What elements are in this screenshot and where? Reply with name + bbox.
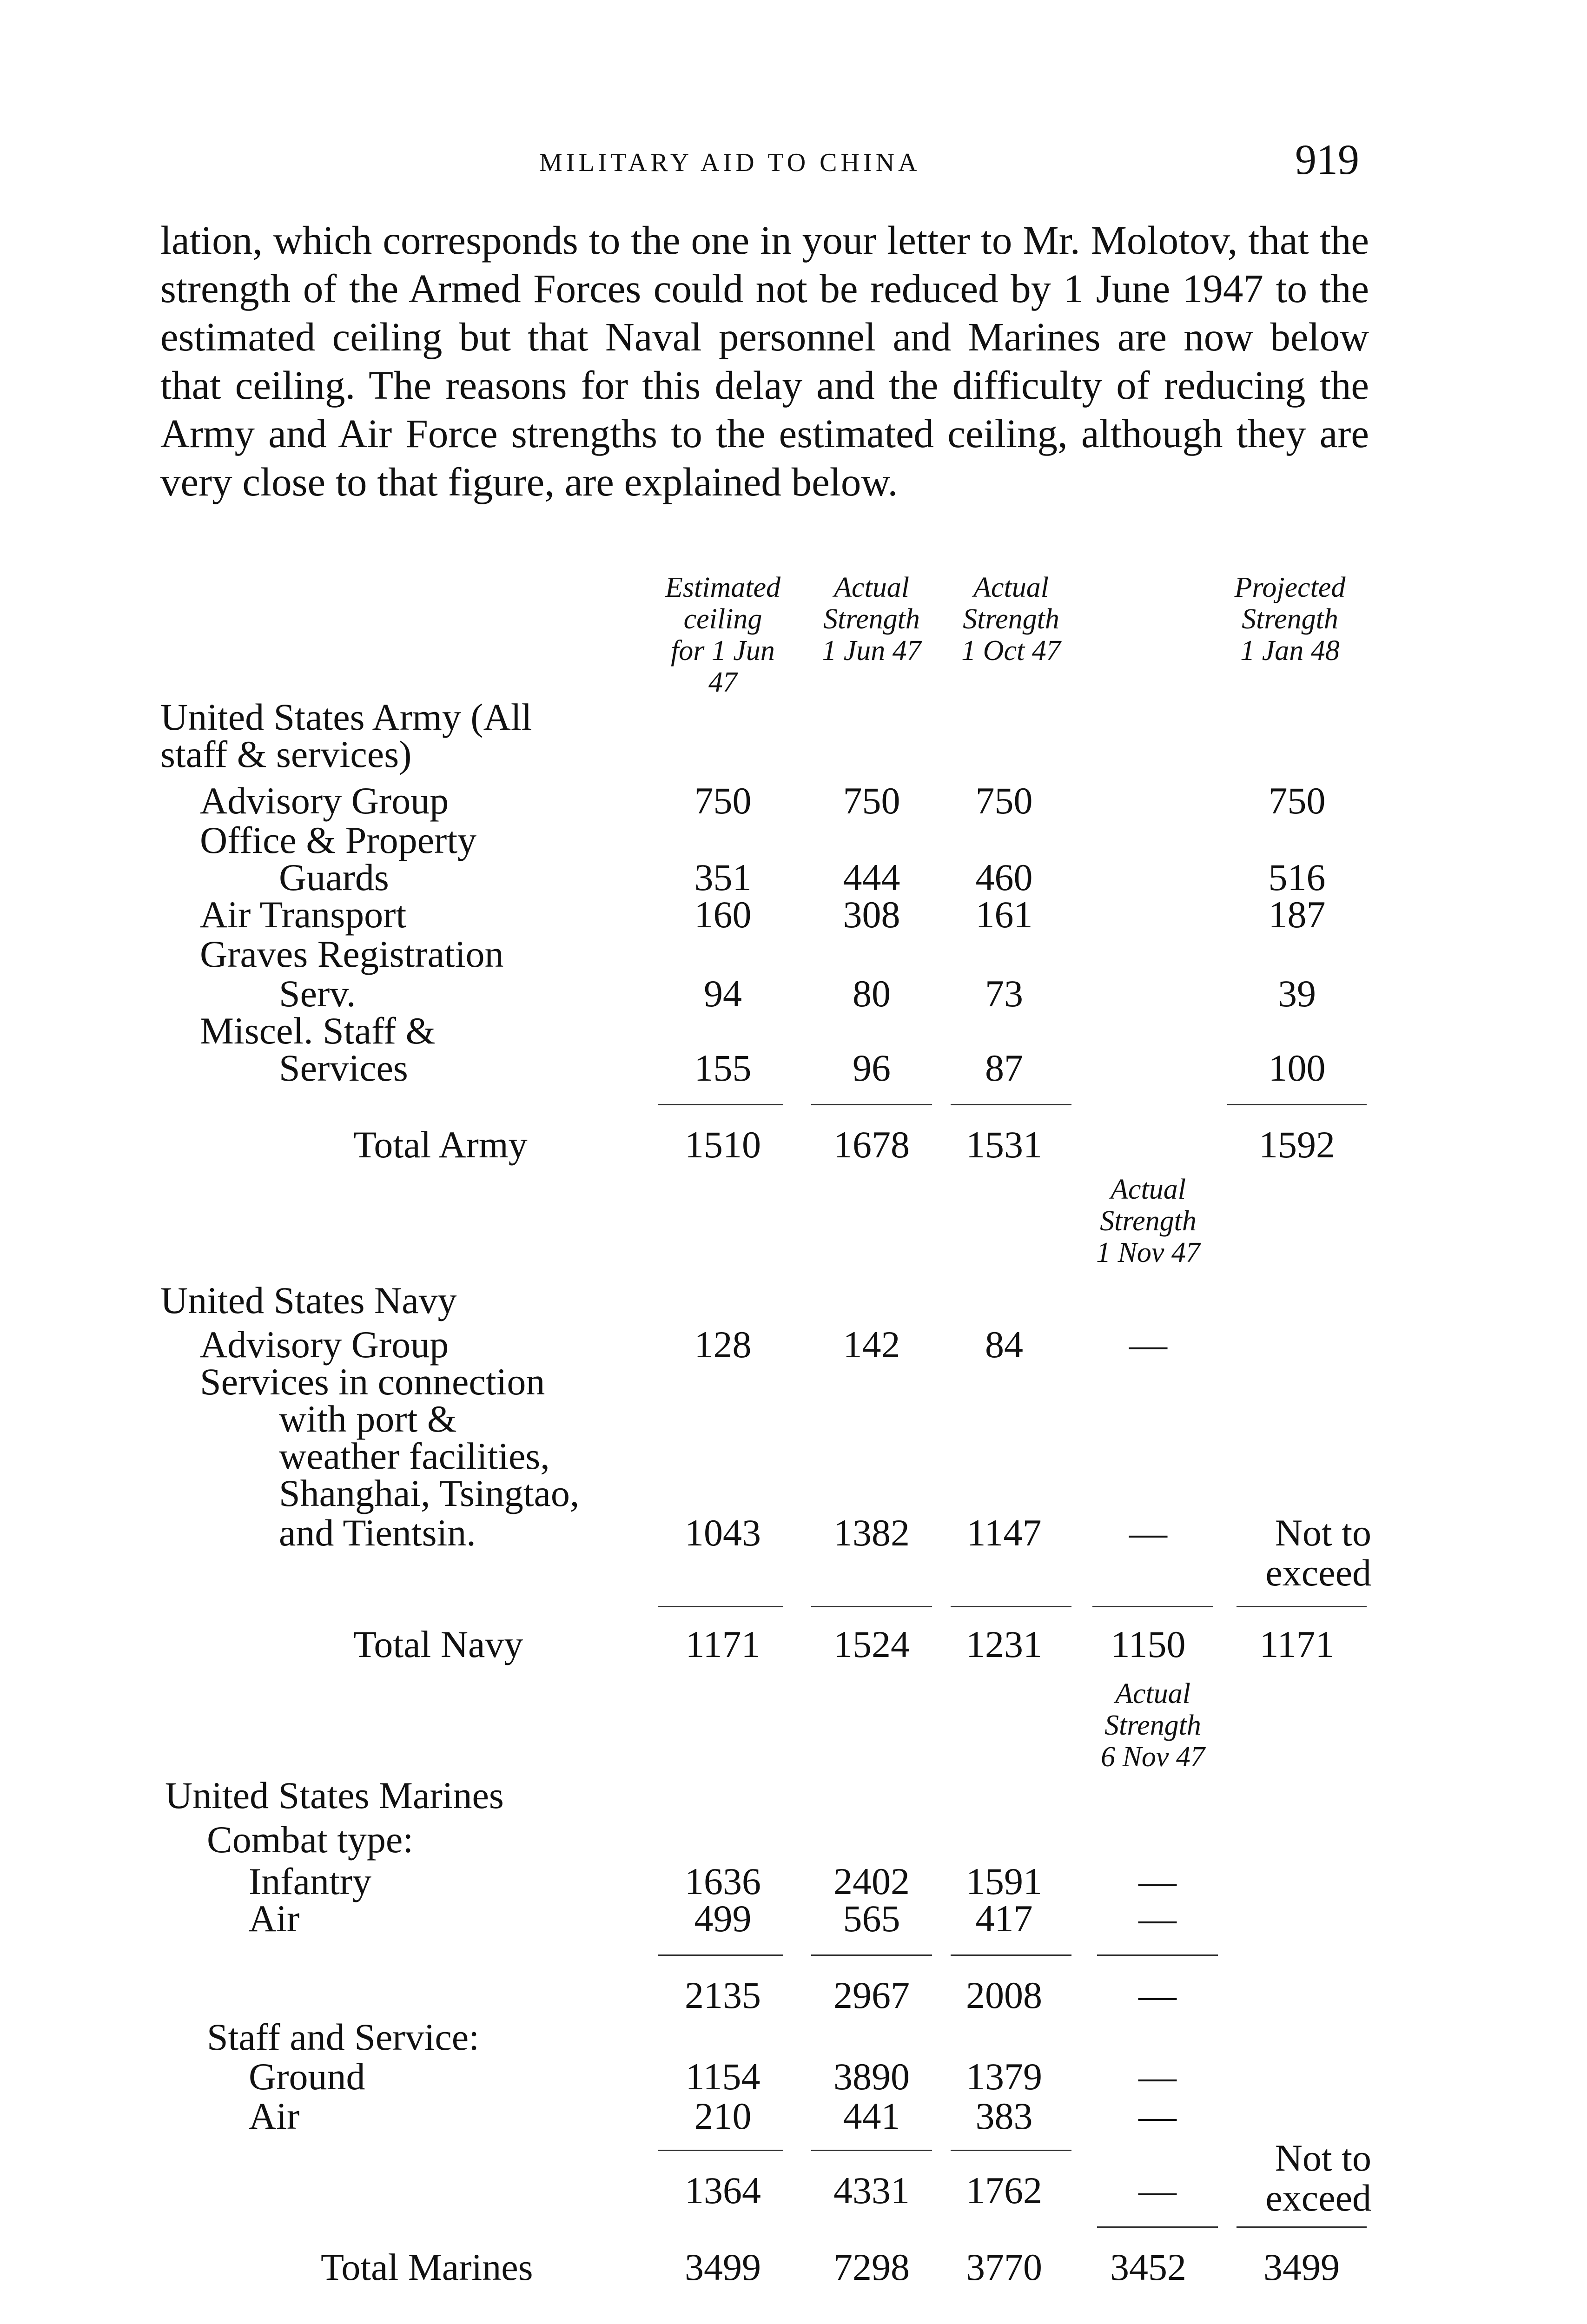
army-graves-proj: 39 [1278, 972, 1316, 1015]
army-office-label: Guards [279, 856, 389, 898]
army-miscel-label: Services [279, 1047, 408, 1089]
army-advisory-label: Advisory Group [200, 779, 449, 822]
navy-total-jun: 1524 [833, 1623, 910, 1665]
marines-staff-air-oct: 383 [975, 2095, 1033, 2137]
navy-advisory-est: 128 [694, 1323, 752, 1366]
marines-combat-air-est: 499 [694, 1897, 752, 1940]
marines-ground-est: 1154 [685, 2055, 760, 2098]
army-airtransport-proj: 187 [1268, 893, 1326, 936]
marines-staff-rule-oct [951, 2150, 1071, 2151]
marines-combat-rule-oct [951, 1954, 1071, 1956]
army-rule-proj [1227, 1104, 1367, 1105]
marines-combat-subtotal-oct: 2008 [966, 1974, 1042, 2016]
marines-staff-rule-jun [811, 2150, 932, 2151]
army-graves-oct: 73 [985, 972, 1023, 1015]
army-total-proj: 1592 [1259, 1123, 1335, 1166]
army-office-oct: 460 [975, 856, 1033, 898]
header-estimated-ceiling: Estimated ceiling for 1 Jun 47 [665, 572, 780, 698]
navy-total-proj: 1171 [1259, 1623, 1335, 1665]
header-actual-1jun47: Actual Strength 1 Jun 47 [822, 572, 921, 667]
header-actual-1oct47: Actual Strength 1 Oct 47 [961, 572, 1061, 667]
marines-staff-subtotal-oct: 1762 [966, 2169, 1042, 2212]
marines-ground-jun: 3890 [833, 2055, 910, 2098]
marines-total-oct: 3770 [966, 2246, 1042, 2288]
marines-combat-air-jun: 565 [843, 1897, 900, 1940]
marines-staff-rule-est [658, 2150, 783, 2151]
army-rule-est [658, 1104, 783, 1105]
army-miscel-est: 155 [694, 1047, 752, 1089]
navy-advisory-jun: 142 [843, 1323, 900, 1366]
army-total-label: Total Army [353, 1123, 528, 1166]
navy-services-label-line2: with port & [279, 1398, 457, 1440]
navy-total-oct: 1231 [966, 1623, 1042, 1665]
marines-ground-oct: 1379 [966, 2055, 1042, 2098]
marines-combat-rule-est [658, 1954, 783, 1956]
marines-staff-proj-note: Not to exceed [1265, 2137, 1371, 2219]
header-actual-1nov47: Actual Strength 1 Nov 47 [1096, 1174, 1200, 1268]
marines-staff-air-nov: — [1138, 2095, 1177, 2137]
header-actual-6nov47: Actual Strength 6 Nov 47 [1101, 1678, 1205, 1773]
navy-total-est: 1171 [685, 1623, 760, 1665]
marines-staff-subtotal-jun: 4331 [833, 2169, 910, 2212]
marines-staff-title: Staff and Service: [207, 2016, 479, 2058]
body-paragraph: lation, which corresponds to the one in your letter to Mr. Molotov, that the strength of the Armed Forces could not be reduced by 1 June 1947 to the estimated ceiling but that Naval personnel and Marines are now below that ceiling. The reasons for this delay and the difficulty of reducing the Army and Air Force strengths to the estimated ceiling, although they are very close to that figure, are explained below. [160, 218, 1369, 504]
army-airtransport-est: 160 [694, 893, 752, 936]
army-airtransport-oct: 161 [975, 893, 1033, 936]
navy-total-label: Total Navy [353, 1623, 523, 1665]
navy-rule-oct [951, 1606, 1071, 1607]
army-total-est: 1510 [685, 1123, 761, 1166]
marines-staff-subtotal-nov: — [1138, 2169, 1177, 2212]
running-head: MILITARY AID TO CHINA [539, 148, 921, 177]
navy-services-jun: 1382 [833, 1512, 910, 1554]
army-miscel-label-line1: Miscel. Staff & [200, 1010, 436, 1052]
navy-advisory-label: Advisory Group [200, 1323, 449, 1366]
marines-total-label: Total Marines [321, 2246, 533, 2288]
army-graves-label: Serv. [279, 972, 356, 1015]
navy-services-label-line3: weather facilities, [279, 1435, 550, 1477]
navy-services-est: 1043 [685, 1512, 761, 1554]
marines-infantry-nov: — [1138, 1860, 1177, 1902]
navy-rule-est [658, 1606, 783, 1607]
army-graves-label-line1: Graves Registration [200, 933, 504, 975]
army-total-oct: 1531 [966, 1123, 1042, 1166]
marines-combat-title: Combat type: [207, 1818, 414, 1861]
marines-staff-air-label: Air [249, 2095, 300, 2137]
navy-services-proj-note: Not to exceed [1265, 1512, 1371, 1594]
army-graves-est: 94 [704, 972, 742, 1015]
marines-infantry-est: 1636 [685, 1860, 761, 1902]
marines-combat-air-oct: 417 [975, 1897, 1033, 1940]
navy-rule-nov [1092, 1606, 1213, 1607]
army-office-proj: 516 [1268, 856, 1326, 898]
marines-total-rule-nov [1097, 2226, 1218, 2228]
army-airtransport-label: Air Transport [200, 893, 407, 936]
marines-combat-air-nov: — [1138, 1897, 1177, 1940]
army-airtransport-jun: 308 [843, 893, 900, 936]
navy-title: United States Navy [160, 1279, 457, 1321]
army-title-line1: United States Army (All [160, 696, 532, 738]
army-advisory-proj: 750 [1268, 779, 1326, 822]
army-miscel-proj: 100 [1268, 1047, 1326, 1089]
marines-infantry-oct: 1591 [966, 1860, 1042, 1902]
marines-combat-subtotal-jun: 2967 [833, 1974, 910, 2016]
navy-total-nov: 1150 [1111, 1623, 1186, 1665]
navy-services-label-line1: Services in connection [200, 1360, 545, 1403]
navy-rule-proj [1237, 1606, 1367, 1607]
navy-rule-jun [811, 1606, 932, 1607]
marines-infantry-label: Infantry [249, 1860, 372, 1902]
marines-staff-air-jun: 441 [843, 2095, 900, 2137]
page-header [0, 135, 1587, 186]
army-miscel-jun: 96 [853, 1047, 891, 1089]
navy-services-label-line5: and Tientsin. [279, 1512, 476, 1554]
marines-combat-air-label: Air [249, 1897, 300, 1940]
marines-total-rule-proj [1237, 2226, 1367, 2228]
marines-ground-nov: — [1138, 2055, 1177, 2098]
marines-total-jun: 7298 [833, 2246, 910, 2288]
marines-combat-rule-nov [1097, 1954, 1218, 1956]
army-office-label-line1: Office & Property [200, 819, 477, 861]
army-advisory-est: 750 [694, 779, 752, 822]
navy-services-label-line4: Shanghai, Tsingtao, [279, 1472, 580, 1514]
army-rule-jun [811, 1104, 932, 1105]
army-office-est: 351 [694, 856, 752, 898]
army-advisory-jun: 750 [843, 779, 900, 822]
navy-advisory-oct: 84 [985, 1323, 1023, 1366]
navy-services-oct: 1147 [966, 1512, 1042, 1554]
marines-total-nov: 3452 [1110, 2246, 1186, 2288]
navy-advisory-nov: — [1129, 1323, 1167, 1366]
army-title-line2: staff & services) [160, 733, 412, 775]
marines-combat-subtotal-nov: — [1138, 1974, 1177, 2016]
army-total-jun: 1678 [833, 1123, 910, 1166]
navy-services-nov: — [1129, 1512, 1167, 1554]
marines-combat-rule-jun [811, 1954, 932, 1956]
marines-total-est: 3499 [685, 2246, 761, 2288]
army-miscel-oct: 87 [985, 1047, 1023, 1089]
marines-ground-label: Ground [249, 2055, 365, 2098]
marines-staff-air-est: 210 [694, 2095, 752, 2137]
page-number: 919 [1295, 136, 1359, 183]
army-advisory-oct: 750 [975, 779, 1033, 822]
army-office-jun: 444 [843, 856, 900, 898]
army-graves-jun: 80 [853, 972, 891, 1015]
header-projected-1jan48: Projected Strength 1 Jan 48 [1234, 572, 1346, 667]
marines-infantry-jun: 2402 [833, 1860, 910, 1902]
army-rule-oct [951, 1104, 1071, 1105]
marines-title: United States Marines [165, 1774, 504, 1816]
marines-total-proj: 3499 [1263, 2246, 1340, 2288]
marines-combat-subtotal-est: 2135 [685, 1974, 761, 2016]
marines-staff-subtotal-est: 1364 [685, 2169, 761, 2212]
